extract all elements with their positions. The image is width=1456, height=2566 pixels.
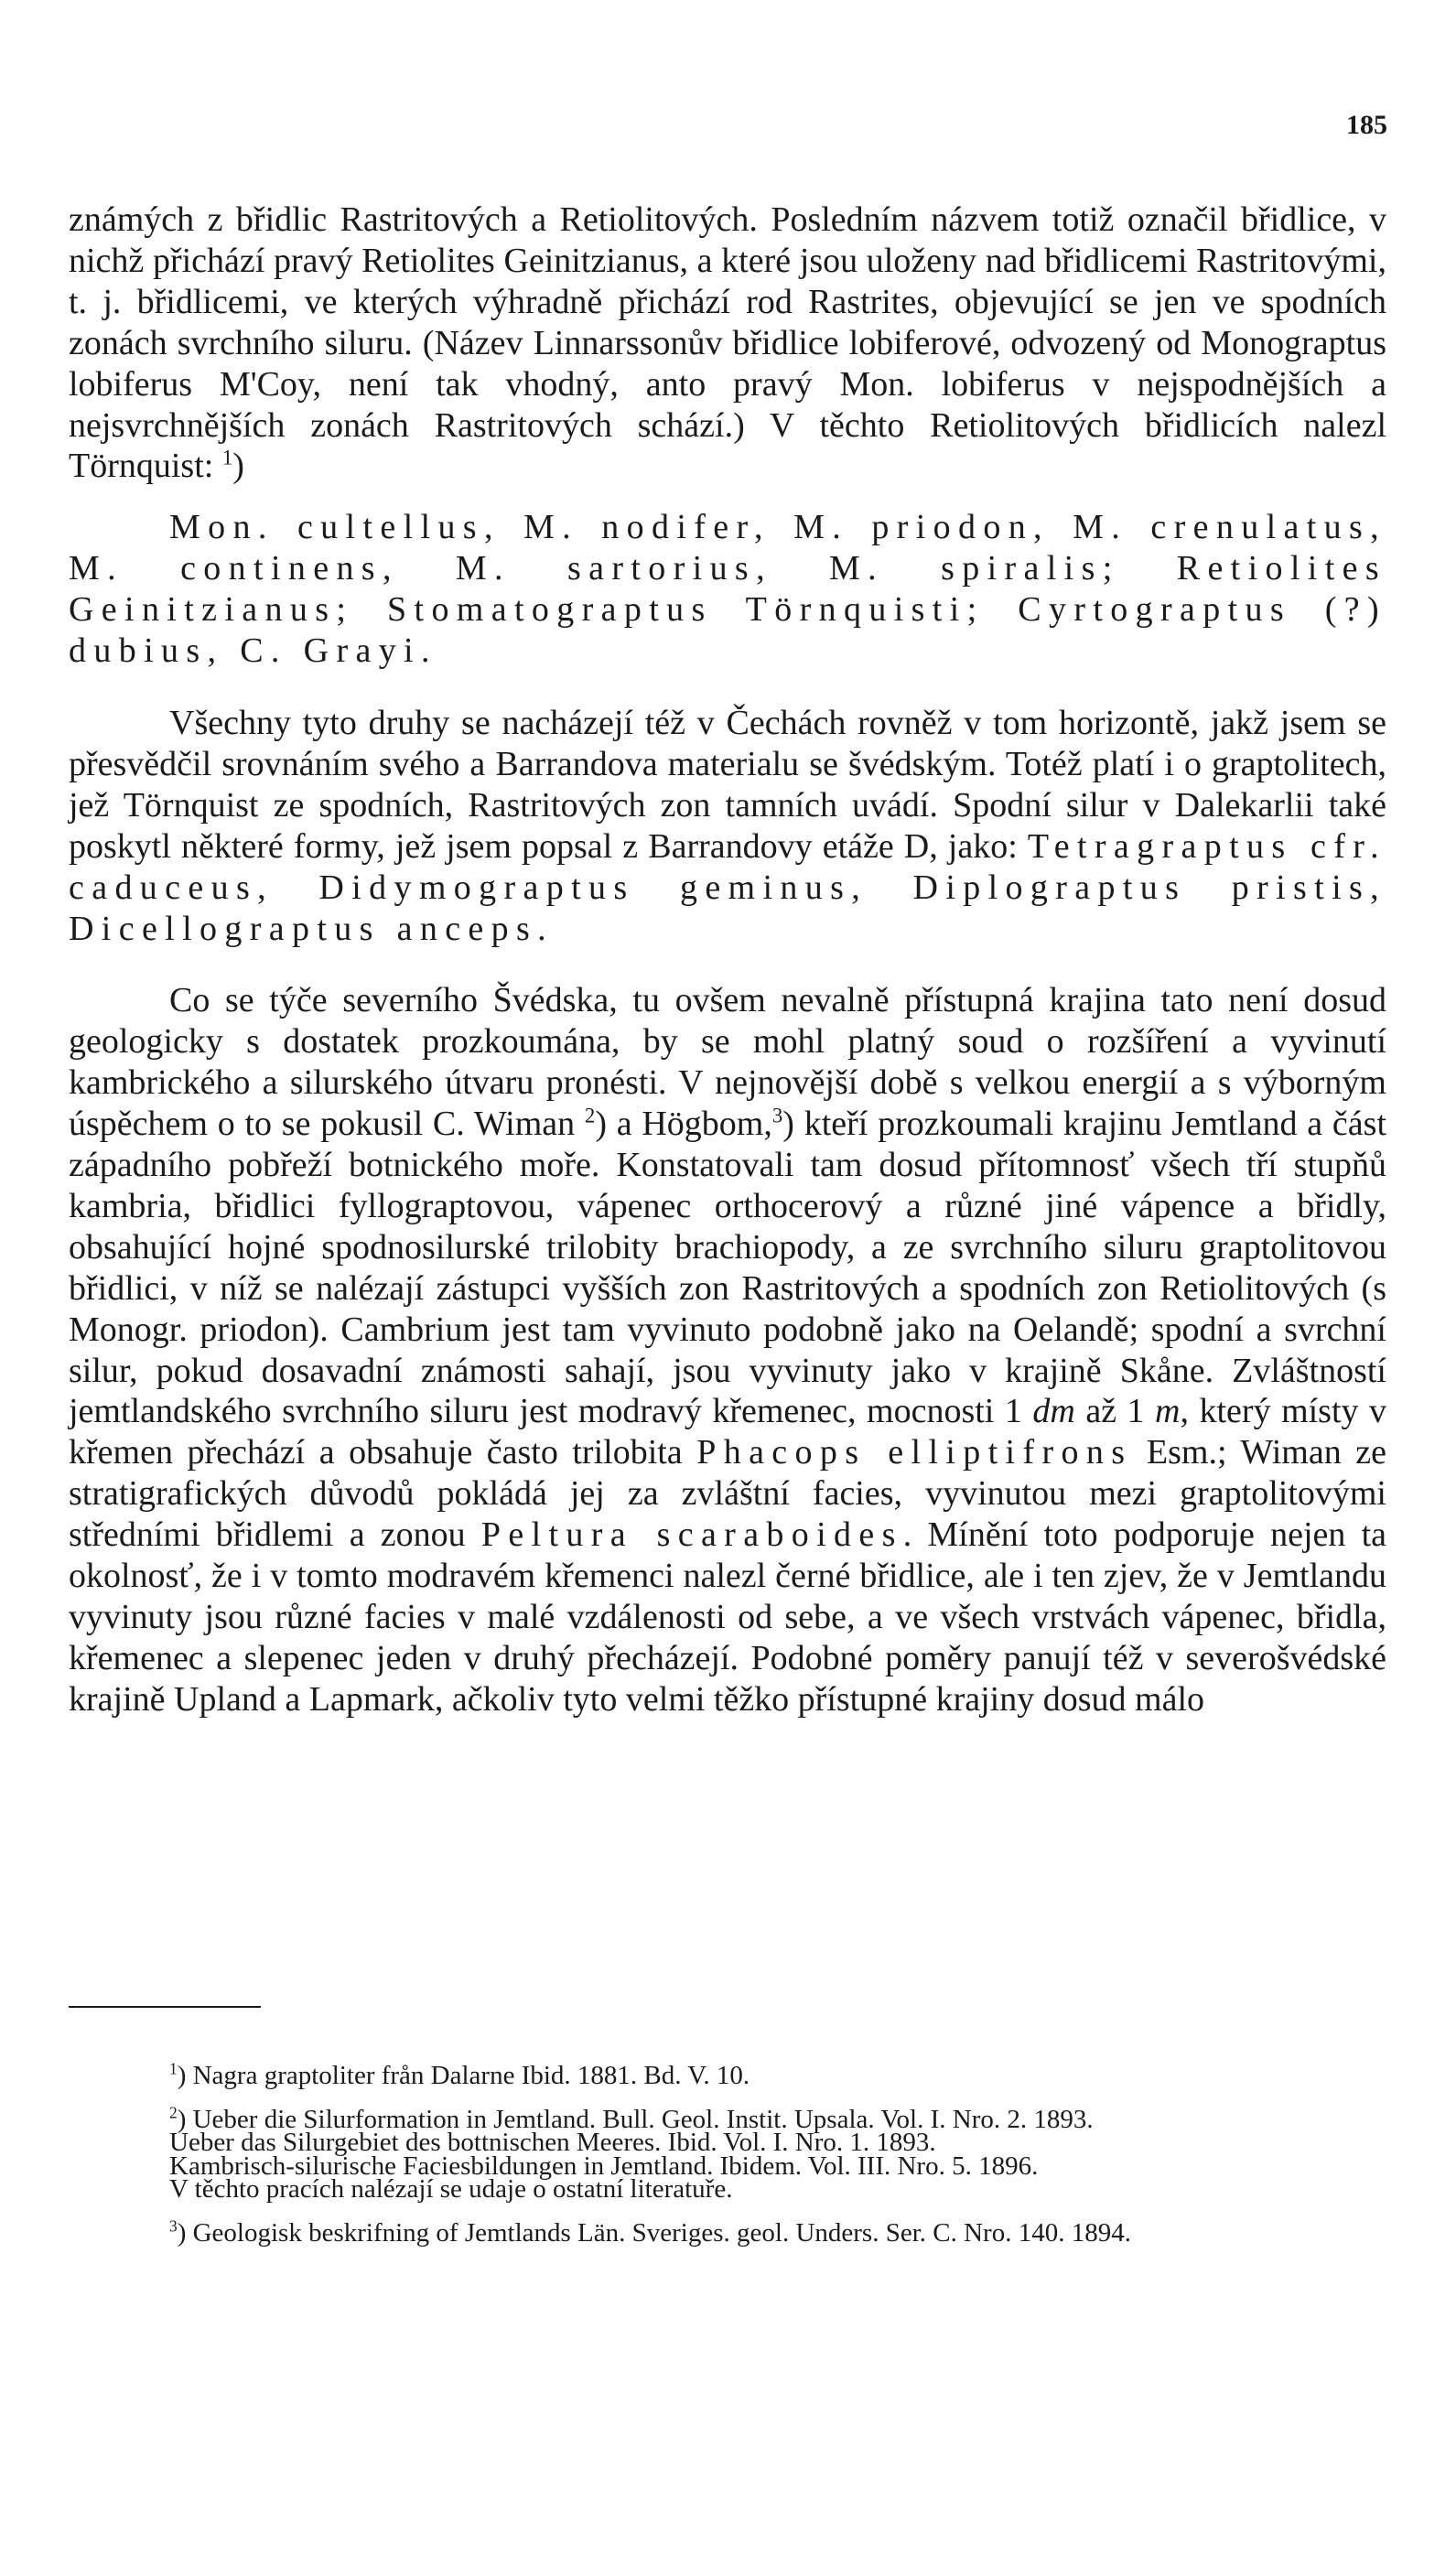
paragraph-3-text: Všechny tyto druhy se nacházejí též v Čechách rovněž v tom horizontě, jakž jsem se přesvědčil srovnáním svého a Barrandova materialu se švédským. Totéž platí i o graptolitech, jež Törnquist ze spodních, Rastritových zon tamních uvádí. Spodní silur v Dalekarlii také poskytl některé formy, jež jsem popsal z Barrandovy etáže D, jako: <box>69 703 1386 866</box>
paragraph-4-text-a: Co se týče severního Švédska, tu ovšem nevalně přístupná krajina tato není dosud geologicky s dostatek prozkoumána, by se mohl platný soud o rozšíření a vyvinutí kambrického a silurského útvaru pronésti. V nejnovější době s velkou energií a s výborným úspěchem o to se pokusil C. Wiman <box>69 981 1386 1144</box>
species-list <box>69 507 1386 672</box>
paragraph-4-text-g: . Mínění toto podporuje nejen ta okolnosť, že i v tomto modravém křemenci nalezl černé břidlice, ale i ten zjev, že v Jemtlandu vyvinuty jsou různé facies v malé vzdálenosti od sebe, a ve všech vrstvách vápenec, břidla, křemenec a slepenec jeden v druhý přecházejí. Podobné poměry panují též v severošvédské krajině Upland a Lapmark, ačkoliv tyto velmi těžko přístupné krajiny dosud málo <box>69 1515 1386 1719</box>
footnote-1-mark: 1 <box>169 2059 178 2078</box>
footnote-2-continuation-2: Kambrisch-silurische Faciesbildungen in Jemtland. Ibidem. Vol. III. Nro. 5. 1896. <box>169 2151 1039 2181</box>
species-peltura: Peltura scaraboides <box>480 1515 903 1555</box>
paragraph-4-text-e: , který místy v křemen přechází a obsahuje často trilobita <box>69 1392 1387 1472</box>
body-text <box>69 199 1386 1720</box>
footnote-2-mark: 2 <box>169 2103 178 2122</box>
footnote-3 <box>69 2216 1386 2248</box>
paragraph-1-text: známých z břidlic Rastritových a Retiolitových. Posledním názvem totiž označil břidlice, v nichž přichází pravý Retiolites Geinitzianus, a které jsou uloženy nad břidlicemi Rastritovými, t. j. břidlicemi, ve kterých výhradně přichází rod Rastrites, objevující se jen ve spodních zonách svrchního siluru. (Název Linnarssonův břidlice lobiferové, odvozený od Monograptus lobiferus M'Coy, není tak vhodný, anto pravý Mon. lobiferus v nejspodnějších a nejsvrchnějších zonách Rastritových schází.) V těchto Retiolitových břidlicích nalezl Törnquist: <box>69 200 1386 486</box>
paragraph-4-text-f: Esm.; Wiman ze stratigrafických důvodů pokládá jej za zvláštní facies, vyvinutou mezi graptolitovými středními břidlemi a zonou <box>69 1433 1386 1555</box>
species-phacops: Phacops elliptifrons <box>696 1433 1133 1472</box>
footnote-ref-3: 3 <box>771 1104 783 1127</box>
footnote-ref-1: 1 <box>221 446 233 469</box>
species-list-text: Mon. cultellus, M. nodifer, M. priodon, M. crenulatus, M. continens, M. sartorius, M. spiralis; Retiolites Geinitzianus; Stomatograptus Törnquisti; Cyrtograptus (?) dubius, C. Grayi. <box>69 508 1386 671</box>
paragraph-1 <box>69 199 1386 487</box>
footnote-2-continuation-1: Ueber das Silurgebiet des bottnischen Meeres. Ibid. Vol. I. Nro. 1. 1893. <box>169 2128 936 2157</box>
footnote-3-mark: 3 <box>169 2216 178 2236</box>
footnote-ref-1-paren: ) <box>232 447 244 486</box>
footnotes <box>69 2059 1386 2248</box>
paragraph-4-text-b: ) a Högbom, <box>595 1105 772 1144</box>
unit-dm: dm <box>1032 1392 1075 1431</box>
unit-m: m <box>1155 1392 1181 1431</box>
footnote-divider <box>69 2006 261 2008</box>
paragraph-3-end: . <box>537 909 546 948</box>
paragraph-4-text-c: ) kteří prozkoumali krajinu Jemtland a část západního pobřeží botnického moře. Konstatovali tam dosud přítomnosť všech tří stupňů kambria, břidlici fyllograptovou, vápenec orthocerový a různé jiné vápence a břidly, obsahující hojné spodnosilurské trilobity brachiopody, a ze svrchního siluru graptolitovou břidlici, v níž se nalézají zástupci vyšších zon Rastritových a spodních zon Retiolitových (s Monogr. priodon). Cambrium jest tam vyvinuto podobně jako na Oelandě; spodní a svrchní silur, pokud dosavadní známosti sahají, jsou vyvinuty jako v krajině Skåne. Zvláštností jemtlandského svrchního siluru jest modravý křemenec, mocnosti 1 <box>69 1105 1386 1431</box>
paragraph-3 <box>69 703 1386 949</box>
footnote-2-continuation-3: V těchto pracích nalézají se udaje o ostatní literatuře. <box>169 2174 733 2204</box>
footnote-1-text: ) Nagra graptoliter från Dalarne Ibid. 1881. Bd. V. 10. <box>177 2061 750 2090</box>
footnote-2-text: ) Ueber die Silurformation in Jemtland. Bull. Geol. Instit. Upsala. Vol. I. Nro. 2. 1893. <box>177 2104 1094 2134</box>
footnote-3-text: ) Geologisk beskrifning of Jemtlands Län. Sveriges. geol. Unders. Ser. C. Nro. 140. 1894. <box>177 2217 1131 2248</box>
footnote-1 <box>69 2059 1386 2090</box>
paragraph-4-text-d: až 1 <box>1085 1392 1145 1431</box>
footnote-ref-2: 2 <box>584 1104 596 1127</box>
paragraph-4 <box>69 980 1386 1720</box>
paragraph-3-species: Tetragraptus cfr. caduceus, Didymograptus geminus, Diplograptus pristis, Dicellograptus anceps <box>69 826 1386 948</box>
page-number: 185 <box>1346 110 1387 140</box>
